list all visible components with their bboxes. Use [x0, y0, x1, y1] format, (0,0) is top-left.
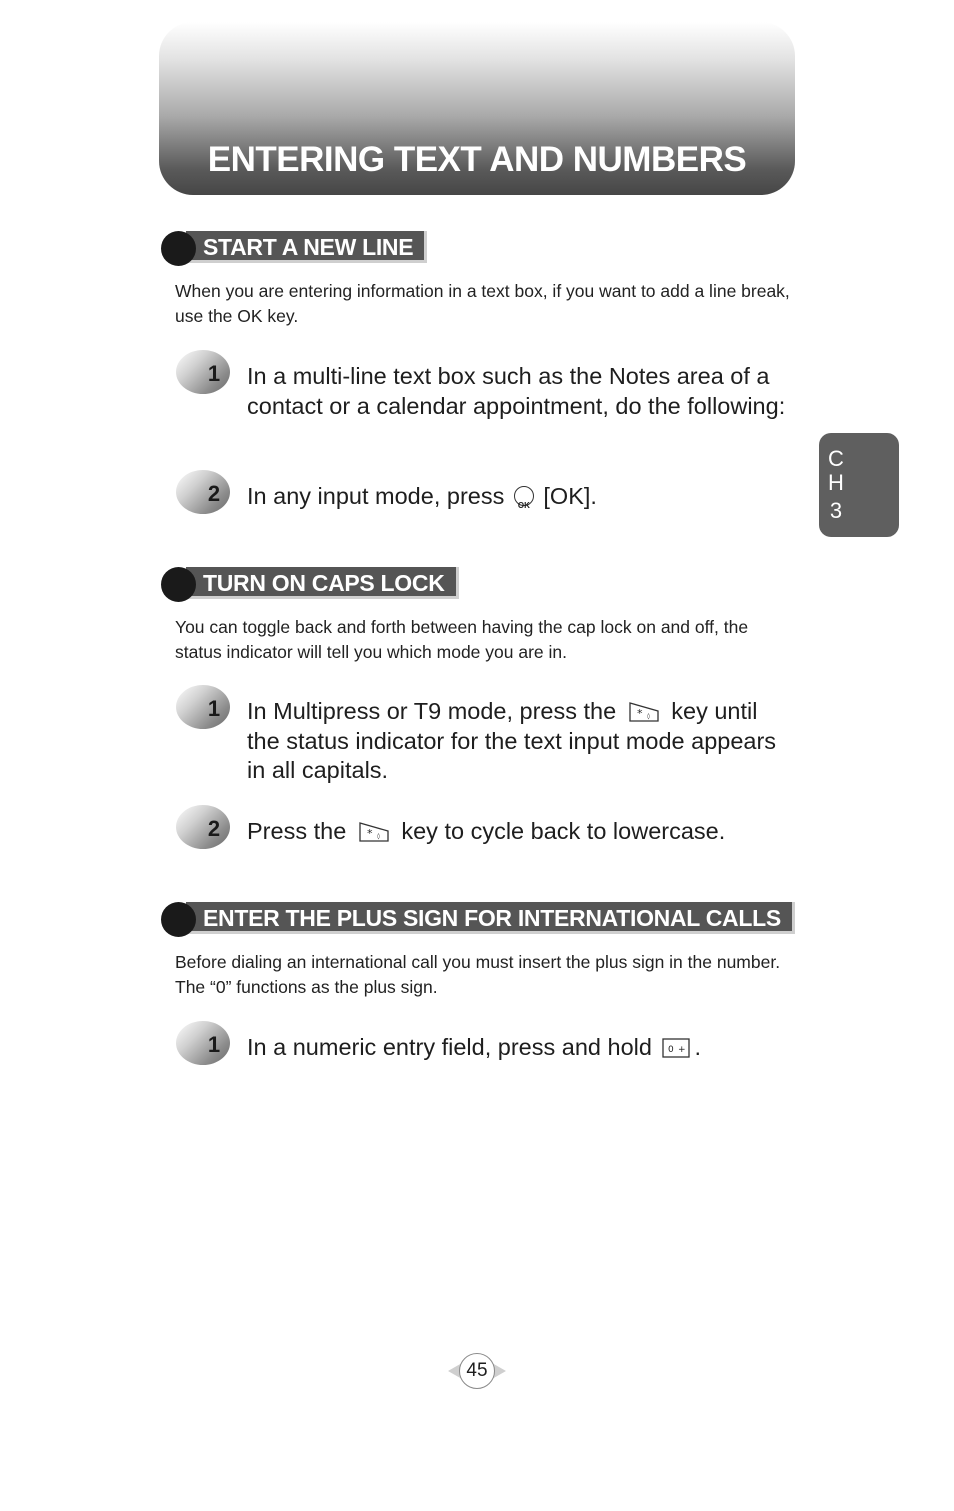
section-intro: Before dialing an international call you must insert the plus sign in the number. The “0” functions as the plus sign. — [175, 952, 781, 997]
section-heading-label: START A NEW LINE — [203, 234, 414, 260]
section-bullet-icon — [161, 902, 196, 937]
page-number-badge — [446, 1351, 508, 1391]
step-bullet — [176, 1021, 232, 1067]
svg-text:*: * — [636, 707, 643, 720]
ok-key-icon — [514, 486, 534, 510]
step-text-before: In a numeric entry field, press and hold — [247, 1034, 652, 1060]
page-number: 45 — [459, 1353, 495, 1389]
svg-text:+: + — [678, 1045, 687, 1055]
chapter-tab — [819, 433, 899, 537]
chapter-tab-letter: 3 — [829, 498, 843, 523]
step-text: In a multi-line text box such as the Notes area of a contact or a calendar appointment, do the following: — [247, 363, 786, 419]
section-intro: When you are entering information in a text box, if you want to add a line break, use the OK key. — [175, 281, 790, 326]
step-text-before: In any input mode, press — [247, 483, 505, 509]
step-text-after: key to cycle back to lowercase. — [401, 818, 726, 844]
svg-text:*: * — [366, 827, 373, 840]
step-number: 2 — [207, 816, 221, 841]
step-bullet — [176, 805, 232, 851]
step-bullet — [176, 350, 232, 396]
ok-key-label: OK — [517, 501, 530, 510]
step-number: 1 — [207, 696, 221, 721]
step-text — [247, 697, 787, 786]
step-text-after: [OK]. — [543, 483, 597, 509]
section-heading-label: TURN ON CAPS LOCK — [203, 570, 445, 596]
step-text — [247, 817, 787, 847]
svg-text:◊: ◊ — [646, 713, 650, 720]
section-heading-plus-sign — [161, 902, 796, 938]
step-text-before: In Multipress or T9 mode, press the — [247, 698, 617, 724]
step-number: 2 — [207, 481, 221, 506]
section-bullet-icon — [161, 567, 196, 602]
page-title: ENTERING TEXT AND NUMBERS — [207, 140, 747, 179]
section-heading-label: ENTER THE PLUS SIGN FOR INTERNATIONAL CALLS — [203, 905, 781, 931]
title-banner — [159, 22, 795, 195]
section-heading-caps-lock — [161, 567, 461, 603]
step-text — [247, 1033, 787, 1063]
zero-plus-key-icon — [662, 1038, 690, 1058]
step-text — [247, 482, 787, 512]
star-key-icon — [358, 821, 390, 843]
step-number: 1 — [207, 1032, 221, 1057]
step-bullet — [176, 470, 232, 516]
chapter-tab-letter: H — [828, 470, 844, 495]
step-bullet — [176, 685, 232, 731]
svg-text:◊: ◊ — [376, 833, 380, 840]
section-heading-start-new-line — [161, 231, 431, 267]
chapter-tab-letter: C — [828, 446, 844, 471]
step-text-after: . — [694, 1034, 702, 1060]
step-number: 1 — [207, 361, 221, 386]
step-text-before: Press the — [247, 818, 347, 844]
section-intro: You can toggle back and forth between having the cap lock on and off, the status indicator will tell you which mode you are in. — [175, 617, 749, 662]
step-text-after: key until the status indicator for the text input mode appears in all capitals. — [247, 698, 777, 783]
svg-text:0: 0 — [668, 1045, 675, 1055]
star-key-icon — [628, 701, 660, 723]
section-bullet-icon — [161, 231, 196, 266]
